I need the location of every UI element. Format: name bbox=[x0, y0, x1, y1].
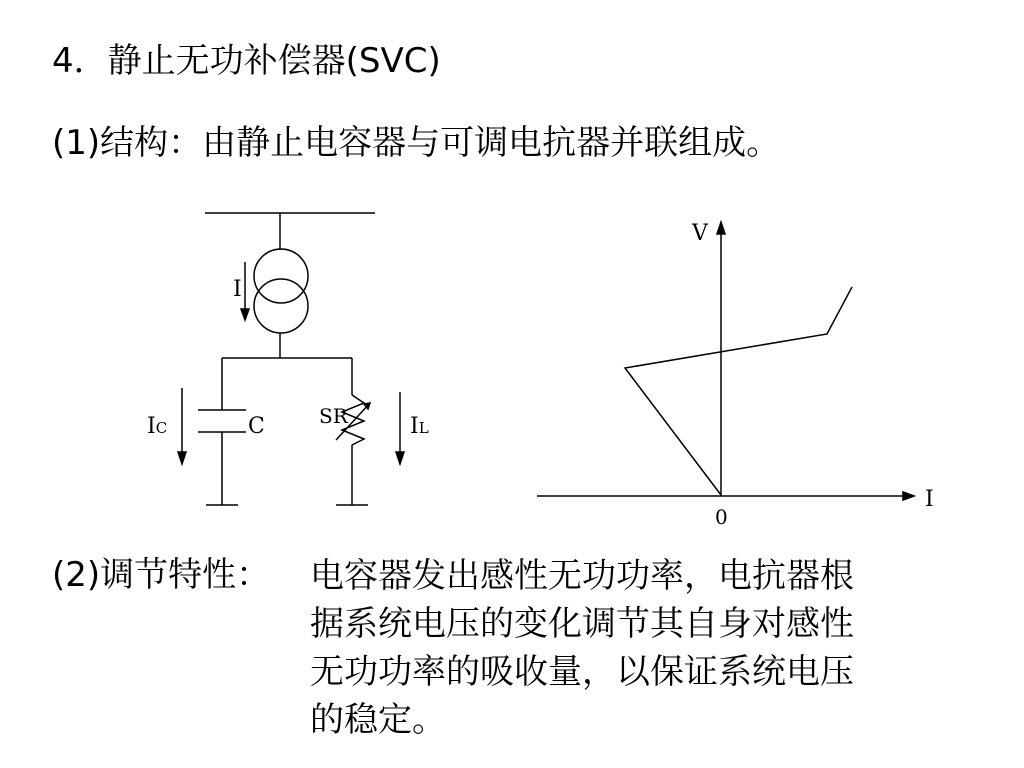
y-axis-arrowhead bbox=[717, 222, 725, 234]
y-axis-label: V bbox=[692, 221, 708, 246]
reactor-label: SR bbox=[319, 404, 348, 428]
transformer-lower-winding bbox=[254, 279, 308, 333]
structure-description: (1)结构：由静止电容器与可调电抗器并联组成。 bbox=[52, 123, 781, 163]
main-current-label: I bbox=[233, 277, 242, 302]
svc-circuit-diagram bbox=[178, 213, 404, 505]
transformer-upper-winding bbox=[254, 249, 308, 303]
characteristic-line: 的稳定。 bbox=[310, 700, 446, 740]
main-current-arrowhead bbox=[241, 309, 249, 320]
vi-curve-labels bbox=[691, 221, 934, 529]
characteristic-description bbox=[310, 552, 970, 744]
capacitor-label: C bbox=[248, 414, 265, 439]
characteristic-label: (2)调节特性： bbox=[52, 555, 271, 595]
reactor-current-subscript: L bbox=[418, 419, 429, 437]
characteristic-line: 电容器发出感性无功功率，电抗器根 bbox=[310, 556, 854, 596]
reactor-current-arrowhead bbox=[396, 452, 404, 464]
origin-label: 0 bbox=[715, 505, 728, 529]
characteristic-line: 无功功率的吸收量，以保证系统电压 bbox=[310, 652, 854, 692]
reactor-current-label: IL bbox=[410, 414, 429, 439]
capacitor-current-arrowhead bbox=[178, 452, 186, 464]
x-axis-arrowhead bbox=[903, 492, 914, 500]
slide-title: 4．静止无功补偿器(SVC) bbox=[52, 41, 441, 81]
vi-characteristic-curve bbox=[537, 222, 914, 500]
capacitor-current-label: IC bbox=[147, 414, 168, 439]
capacitor-current-subscript: C bbox=[155, 419, 168, 437]
characteristic-line: 据系统电压的变化调节其自身对感性 bbox=[310, 604, 854, 644]
x-axis-label: I bbox=[925, 487, 934, 512]
vi-curve bbox=[625, 287, 852, 495]
